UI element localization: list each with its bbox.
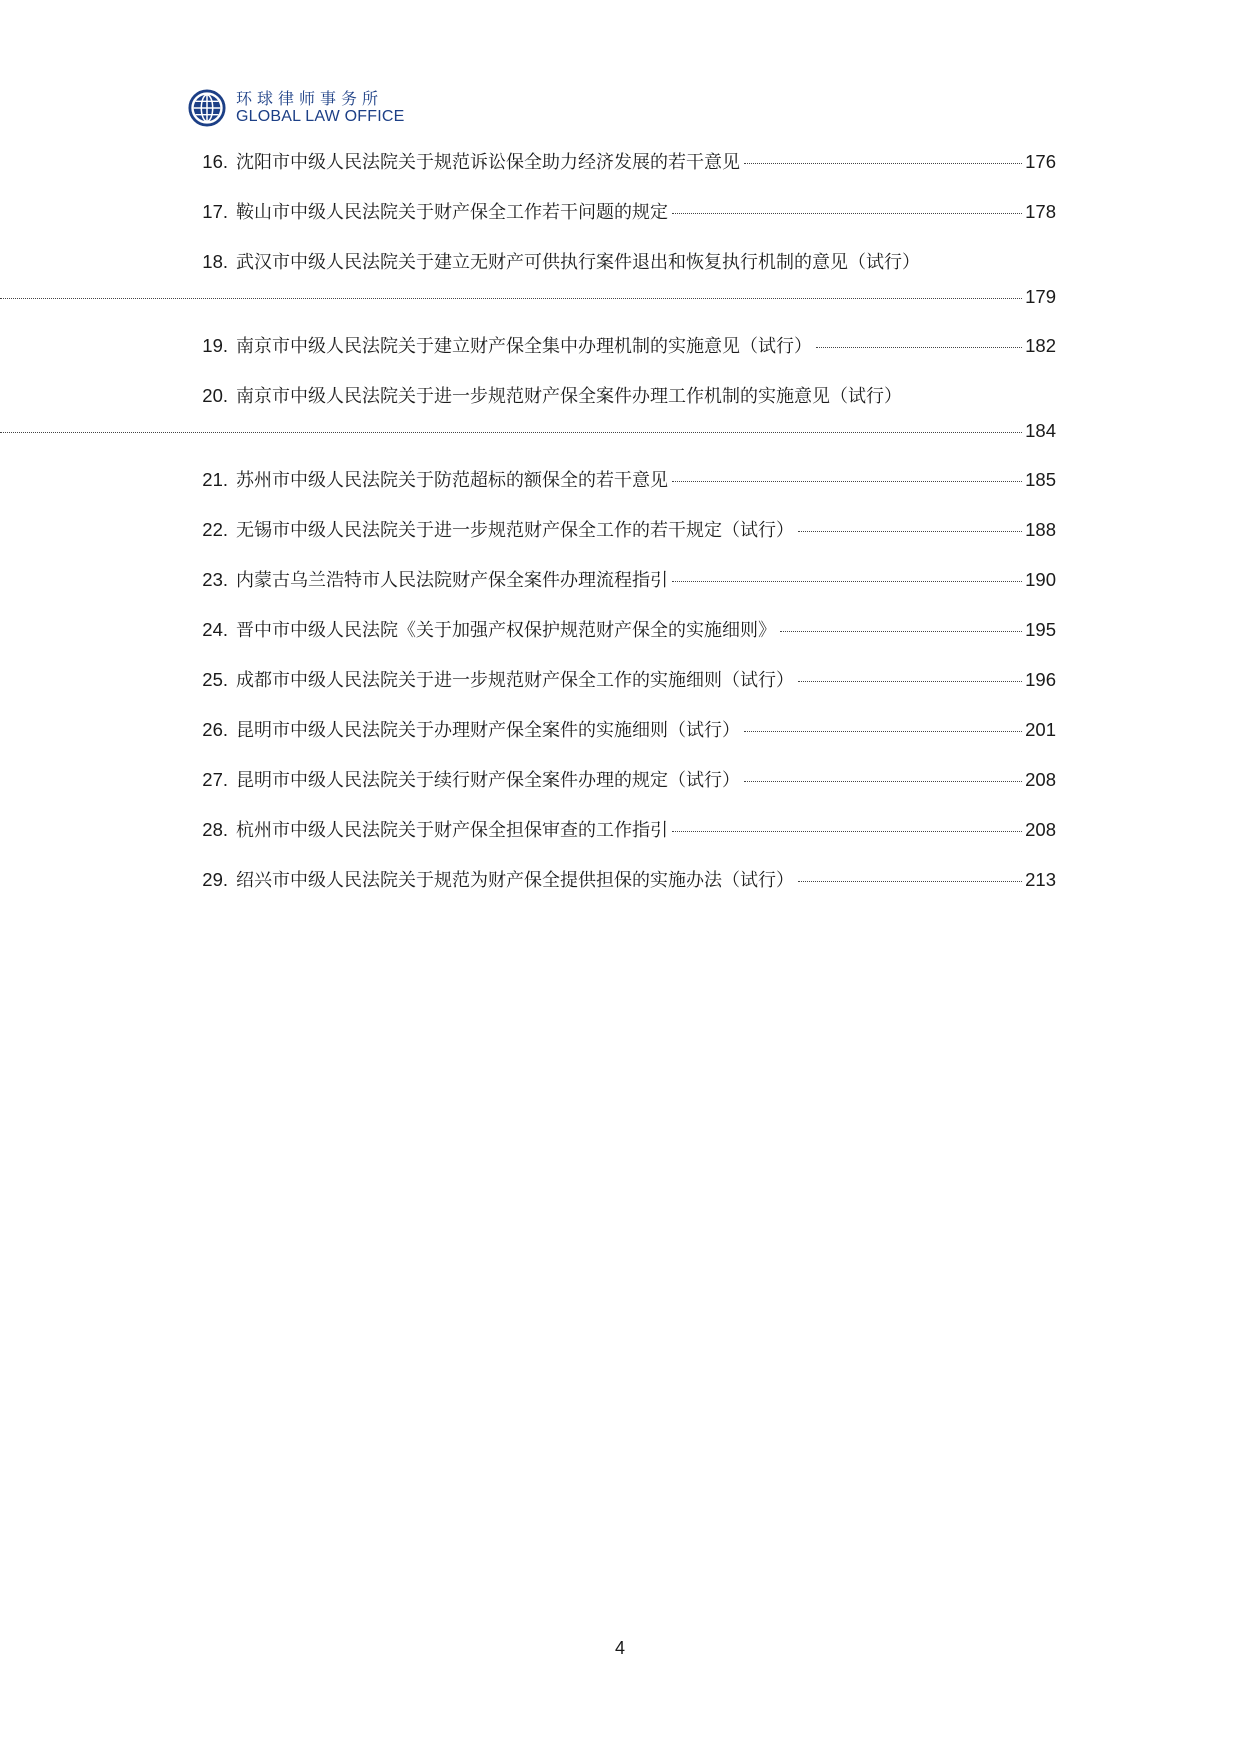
toc-entry-number: 18.: [202, 251, 228, 272]
toc-entry[interactable]: [188, 468, 1056, 493]
toc-entry-number: 16.: [202, 151, 228, 172]
toc-entry-number: 21.: [202, 469, 228, 490]
toc-entry-title: 昆明市中级人民法院关于续行财产保全案件办理的规定（试行）: [236, 770, 740, 791]
page-number: 4: [614, 1638, 625, 1658]
toc-entry-number: 24.: [202, 619, 228, 640]
toc-entry-title: 昆明市中级人民法院关于办理财产保全案件的实施细则（试行）: [236, 720, 740, 741]
toc-entry-page: 188: [1025, 519, 1056, 540]
toc-entry-page: 184: [1025, 420, 1056, 441]
toc-entry[interactable]: [188, 200, 1056, 225]
dot-leader: [798, 881, 1022, 882]
toc-entry-number: 29.: [202, 869, 228, 890]
toc-entry-title: 沈阳市中级人民法院关于规范诉讼保全助力经济发展的若干意见: [236, 152, 740, 173]
dot-leader: [0, 432, 1022, 433]
toc-entry-number: 26.: [202, 719, 228, 740]
toc-entry-page: 208: [1025, 819, 1056, 840]
dot-leader: [816, 347, 1022, 348]
toc-entry-page: 178: [1025, 201, 1056, 222]
toc-entry-number: 27.: [202, 769, 228, 790]
toc-entry-page: 179: [1025, 286, 1056, 307]
toc-entry-title: 南京市中级人民法院关于建立财产保全集中办理机制的实施意见（试行）: [236, 336, 812, 357]
toc-entry-page: 190: [1025, 569, 1056, 590]
dot-leader: [672, 481, 1022, 482]
toc-entry-title: 杭州市中级人民法院关于财产保全担保审查的工作指引: [236, 820, 668, 841]
dot-leader: [0, 298, 1022, 299]
toc-entry-number: 20.: [202, 385, 228, 406]
toc-entry-page: 196: [1025, 669, 1056, 690]
toc-entry-page: 208: [1025, 769, 1056, 790]
toc-entry-title: 绍兴市中级人民法院关于规范为财产保全提供担保的实施办法（试行）: [236, 870, 794, 891]
dot-leader: [780, 631, 1022, 632]
toc-entry-page: 195: [1025, 619, 1056, 640]
toc-entry-title: 南京市中级人民法院关于进一步规范财产保全案件办理工作机制的实施意见（试行）: [236, 386, 902, 407]
dot-leader: [798, 681, 1022, 682]
toc-entry[interactable]: [188, 150, 1056, 175]
dot-leader: [672, 831, 1022, 832]
toc-entry-title: 鞍山市中级人民法院关于财产保全工作若干问题的规定: [236, 202, 668, 223]
toc-entry[interactable]: [188, 250, 1056, 309]
toc-entry-title: 武汉市中级人民法院关于建立无财产可供执行案件退出和恢复执行机制的意见（试行）: [236, 252, 920, 273]
logo-chinese-name: 环球律师事务所: [236, 89, 384, 108]
toc-entry[interactable]: [188, 668, 1056, 693]
dot-leader: [672, 213, 1022, 214]
dot-leader: [672, 581, 1022, 582]
toc-entry[interactable]: [188, 818, 1056, 843]
toc-entry-page: 213: [1025, 869, 1056, 890]
toc-entry-page: 182: [1025, 335, 1056, 356]
toc-entry[interactable]: [188, 718, 1056, 743]
toc-entry-title: 成都市中级人民法院关于进一步规范财产保全工作的实施细则（试行）: [236, 670, 794, 691]
toc-entry-number: 22.: [202, 519, 228, 540]
toc-entry-number: 19.: [202, 335, 228, 356]
dot-leader: [798, 531, 1022, 532]
globe-icon: [188, 89, 226, 127]
dot-leader: [744, 163, 1022, 164]
toc-entry[interactable]: [188, 334, 1056, 359]
toc-entry-page: 185: [1025, 469, 1056, 490]
header-logo: [188, 88, 404, 128]
toc-entry-title: 苏州市中级人民法院关于防范超标的额保全的若干意见: [236, 470, 668, 491]
toc-entry-title: 无锡市中级人民法院关于进一步规范财产保全工作的若干规定（试行）: [236, 520, 794, 541]
toc-entry[interactable]: [188, 618, 1056, 643]
toc-entry[interactable]: [188, 868, 1056, 893]
dot-leader: [744, 731, 1022, 732]
toc-entry-page: 201: [1025, 719, 1056, 740]
toc-entry[interactable]: [188, 568, 1056, 593]
toc-entry-number: 17.: [202, 201, 228, 222]
toc-entry[interactable]: [188, 768, 1056, 793]
toc-entry-title: 内蒙古乌兰浩特市人民法院财产保全案件办理流程指引: [236, 570, 668, 591]
dot-leader: [744, 781, 1022, 782]
toc-entry-number: 23.: [202, 569, 228, 590]
toc-entry[interactable]: [188, 384, 1056, 443]
toc-entry-number: 28.: [202, 819, 228, 840]
toc-entry-page: 176: [1025, 151, 1056, 172]
toc-entry-title: 晋中市中级人民法院《关于加强产权保护规范财产保全的实施细则》: [236, 620, 776, 641]
toc-entry-number: 25.: [202, 669, 228, 690]
logo-english-name: GLOBAL LAW OFFICE: [236, 108, 405, 125]
toc-entry[interactable]: [188, 518, 1056, 543]
table-of-contents: [188, 150, 1056, 918]
